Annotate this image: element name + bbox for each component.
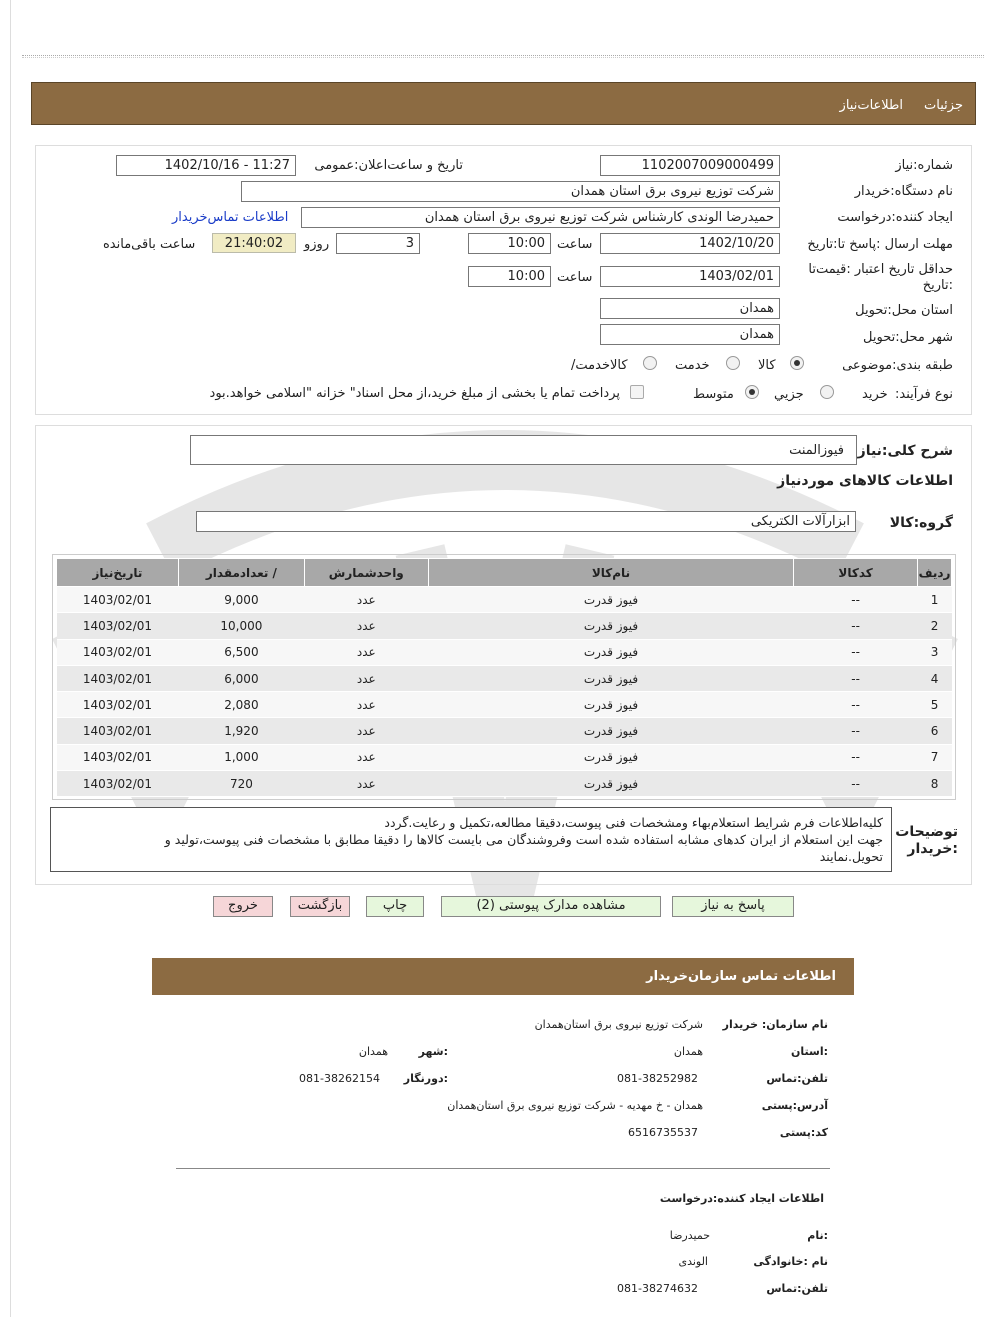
item-code-cell: -- xyxy=(794,613,918,639)
contact-phone-label: تلفن:تماس xyxy=(766,1072,828,1085)
notes-label-line2: :خریدار xyxy=(907,841,958,857)
exit-button[interactable]: خروج xyxy=(213,896,273,917)
contact-header-bar xyxy=(152,958,854,995)
notes-label-line1: توضیحات xyxy=(895,824,958,840)
items-table-wrapper xyxy=(52,554,956,800)
validity-date-field: 1403/02/01 xyxy=(600,266,780,287)
quantity-cell: 1,920 xyxy=(178,718,304,744)
quantity-cell: 1,000 xyxy=(178,744,304,770)
item-name-cell: فیوز قدرت xyxy=(428,718,793,744)
table-row xyxy=(57,639,952,665)
contact-postal-value: 6516735537 xyxy=(628,1126,698,1139)
item-name-cell: فیوز قدرت xyxy=(428,639,793,665)
need-number-field: 1102007009000499 xyxy=(600,155,780,176)
item-name-cell: فیوز قدرت xyxy=(428,744,793,770)
validity-time-field: 10:00 xyxy=(468,266,551,287)
category-both-radio[interactable] xyxy=(643,356,657,370)
reply-button[interactable]: پاسخ به نیاز xyxy=(672,896,794,917)
category-goods-label: کالا xyxy=(758,358,776,373)
announce-date-field: 1402/10/16 - 11:27 xyxy=(116,155,296,176)
table-row xyxy=(57,587,952,613)
contact-address-value: همدان - خ مهدیه - شرکت توزیع نیروی برق استان‌همدان xyxy=(447,1099,703,1112)
table-row xyxy=(57,771,952,797)
table-row xyxy=(57,665,952,691)
row-number-cell: 6 xyxy=(918,718,952,744)
print-button[interactable]: چاپ xyxy=(366,896,424,917)
process-buy-label: خرید xyxy=(862,387,888,402)
days-field: 3 xyxy=(336,233,420,254)
city-label: شهر محل:تحویل xyxy=(863,330,953,345)
items-table-header xyxy=(57,559,952,587)
contact-org-label: نام سازمان: خریدار xyxy=(722,1018,828,1031)
item-code-cell: -- xyxy=(794,587,918,613)
items-table xyxy=(56,558,952,797)
item-code-cell: -- xyxy=(794,771,918,797)
need-date-cell: 1403/02/01 xyxy=(57,639,179,665)
days-label: روزو xyxy=(304,237,330,252)
contact-province-value: همدان xyxy=(673,1045,703,1058)
process-medium-label: متوسط xyxy=(693,387,734,402)
unit-cell: عدد xyxy=(304,744,428,770)
table-row xyxy=(57,613,952,639)
category-service-radio[interactable] xyxy=(726,356,740,370)
process-medium-radio[interactable] xyxy=(745,385,759,399)
item-code-cell: -- xyxy=(794,744,918,770)
notes-line-3: تحویل.نمایند xyxy=(819,849,883,864)
col-row-number: ردیف xyxy=(918,559,952,587)
process-partial-radio[interactable] xyxy=(820,385,834,399)
row-number-cell: 5 xyxy=(918,692,952,718)
creator-name-label: :نام xyxy=(807,1229,828,1242)
quantity-cell: 2,080 xyxy=(178,692,304,718)
contact-city-value: همدان xyxy=(358,1045,388,1058)
buyer-notes-box xyxy=(50,807,892,872)
contact-org-value: شرکت توزیع نیروی برق استان‌همدان xyxy=(534,1018,703,1031)
item-code-cell: -- xyxy=(794,639,918,665)
item-code-cell: -- xyxy=(794,665,918,691)
need-date-cell: 1403/02/01 xyxy=(57,771,179,797)
need-date-cell: 1403/02/01 xyxy=(57,692,179,718)
unit-cell: عدد xyxy=(304,665,428,691)
creator-family-label: نام :خانوادگی xyxy=(753,1255,828,1268)
contact-fax-value: 081-38262154 xyxy=(299,1072,380,1085)
creator-name-value: حمیدرضا xyxy=(669,1229,710,1242)
notes-line-2: جهت این استعلام از ایران کدهای مشابه استفاده شده است وفروشندگان می بایست کالاها را دقیقا مطابق با مشخصات فنی پیوست،تولید و xyxy=(164,832,883,847)
deadline-time-label: ساعت xyxy=(557,237,593,252)
item-name-cell: فیوز قدرت xyxy=(428,771,793,797)
table-row xyxy=(57,744,952,770)
deadline-date-field: 1402/10/20 xyxy=(600,233,780,254)
deadline-time-field: 10:00 xyxy=(468,233,551,254)
row-number-cell: 8 xyxy=(918,771,952,797)
need-date-cell: 1403/02/01 xyxy=(57,718,179,744)
need-date-cell: 1403/02/01 xyxy=(57,587,179,613)
city-field: همدان xyxy=(600,324,780,345)
item-name-cell: فیوز قدرت xyxy=(428,692,793,718)
col-item-code: کدکالا xyxy=(794,559,918,587)
announce-label: تاریخ و ساعت‌اعلان:عمومی xyxy=(314,158,463,173)
need-date-cell: 1403/02/01 xyxy=(57,665,179,691)
need-date-cell: 1403/02/01 xyxy=(57,744,179,770)
unit-cell: عدد xyxy=(304,692,428,718)
contact-province-label: :استان xyxy=(791,1045,828,1058)
row-number-cell: 7 xyxy=(918,744,952,770)
treasury-payment-checkbox[interactable] xyxy=(630,385,644,399)
general-desc-label: شرح کلی:نیاز xyxy=(857,443,953,459)
creator-family-value: الوندی xyxy=(678,1255,708,1268)
item-name-cell: فیوز قدرت xyxy=(428,613,793,639)
contact-fax-label: :دورنگار xyxy=(403,1072,448,1085)
unit-cell: عدد xyxy=(304,613,428,639)
quantity-cell: 720 xyxy=(178,771,304,797)
remaining-label: ساعت باقی‌مانده xyxy=(103,237,196,252)
unit-cell: عدد xyxy=(304,587,428,613)
creator-field: حمیدرضا الوندی کارشناس شرکت توزیع نیروی برق استان همدان xyxy=(301,207,780,228)
col-unit: واحد‌شمارش xyxy=(304,559,428,587)
quantity-cell: 6,000 xyxy=(178,665,304,691)
goods-group-field: ابزارآلات الکتریکی xyxy=(196,511,856,532)
page-top-divider xyxy=(22,55,984,58)
col-need-date: تاریخ‌نیاز xyxy=(57,559,179,587)
treasury-payment-note: پرداخت تمام یا بخشی از مبلغ خرید،از محل اسناد" خزانه "اسلامی خواهد.بود xyxy=(209,386,620,401)
buyer-contact-link[interactable]: اطلاعات تماس‌خریدار xyxy=(172,210,289,225)
tab-details[interactable]: جزئیات xyxy=(924,98,963,113)
need-number-label: شماره:نیاز xyxy=(895,158,953,173)
category-both-label: /کالاخدمت xyxy=(571,358,628,373)
buyer-org-field: شرکت توزیع نیروی برق استان همدان xyxy=(241,181,780,202)
validity-time-label: ساعت xyxy=(557,270,593,285)
contact-phone-value: 081-38252982 xyxy=(617,1072,698,1085)
goods-info-heading: اطلاعات کالاهای مورد‌نیاز xyxy=(777,473,953,489)
unit-cell: عدد xyxy=(304,771,428,797)
details-header-bar xyxy=(31,82,976,125)
validity-label-line1: حداقل تاریخ اعتبار :قیمت‌تا xyxy=(808,262,953,277)
col-item-name: نام‌کالا xyxy=(428,559,793,587)
contact-title: اطلاعات تماس سازمان‌خریدار xyxy=(646,969,836,984)
unit-cell: عدد xyxy=(304,718,428,744)
creator-info-title: اطلاعات ایجاد کننده:درخواست xyxy=(659,1192,824,1205)
category-service-label: خدمت xyxy=(675,358,710,373)
row-number-cell: 1 xyxy=(918,587,952,613)
unit-cell: عدد xyxy=(304,639,428,665)
table-row xyxy=(57,718,952,744)
contact-divider xyxy=(176,1168,830,1169)
item-name-cell: فیوز قدرت xyxy=(428,665,793,691)
tab-need-info[interactable]: اطلاعات‌نیاز xyxy=(839,98,903,113)
buyer-org-label: نام دستگاه:خریدار xyxy=(854,184,953,199)
items-table-body xyxy=(57,587,952,797)
remaining-time-badge: 21:40:02 xyxy=(212,233,296,253)
page-left-border xyxy=(10,0,11,1317)
general-desc-field: فیوزالمنت xyxy=(190,435,857,465)
process-partial-label: جزیي xyxy=(774,387,804,402)
view-attachments-button[interactable]: مشاهده مدارک پیوستی (2) xyxy=(441,896,661,917)
creator-phone-label: تلفن:تماس xyxy=(766,1282,828,1295)
row-number-cell: 3 xyxy=(918,639,952,665)
table-row xyxy=(57,692,952,718)
row-number-cell: 4 xyxy=(918,665,952,691)
goods-group-label: گروه:کالا xyxy=(889,515,953,531)
item-name-cell: فیوز قدرت xyxy=(428,587,793,613)
col-quantity: / تعداد‌مقدار xyxy=(178,559,304,587)
process-label: نوع فرآیند: xyxy=(895,387,953,402)
contact-postal-label: کد:پستی xyxy=(779,1126,828,1139)
province-label: استان محل:تحویل xyxy=(855,303,953,318)
creator-phone-value: 081-38274632 xyxy=(617,1282,698,1295)
need-date-cell: 1403/02/01 xyxy=(57,613,179,639)
notes-line-1: کلیه‌اطلاعات فرم شرایط استعلام‌بهاء ومشخصات فنی پیوست،دقیقا مطالعه،تکمیل و رعایت.گردد xyxy=(384,815,883,830)
province-field: همدان xyxy=(600,298,780,319)
contact-address-label: آدرس:پستی xyxy=(761,1099,828,1112)
quantity-cell: 9,000 xyxy=(178,587,304,613)
quantity-cell: 6,500 xyxy=(178,639,304,665)
row-number-cell: 2 xyxy=(918,613,952,639)
back-button[interactable]: بازگشت xyxy=(290,896,350,917)
item-code-cell: -- xyxy=(794,692,918,718)
contact-city-label: :شهر xyxy=(418,1045,448,1058)
category-label: طبقه بندی:موضوعی xyxy=(842,358,953,373)
deadline-label: مهلت ارسال :پاسخ تا:تاریخ xyxy=(807,237,953,252)
creator-label: ایجاد کننده:درخواست xyxy=(837,210,953,225)
validity-label-line2: :تاریخ xyxy=(922,278,953,293)
category-goods-radio[interactable] xyxy=(790,356,804,370)
item-code-cell: -- xyxy=(794,718,918,744)
quantity-cell: 10,000 xyxy=(178,613,304,639)
